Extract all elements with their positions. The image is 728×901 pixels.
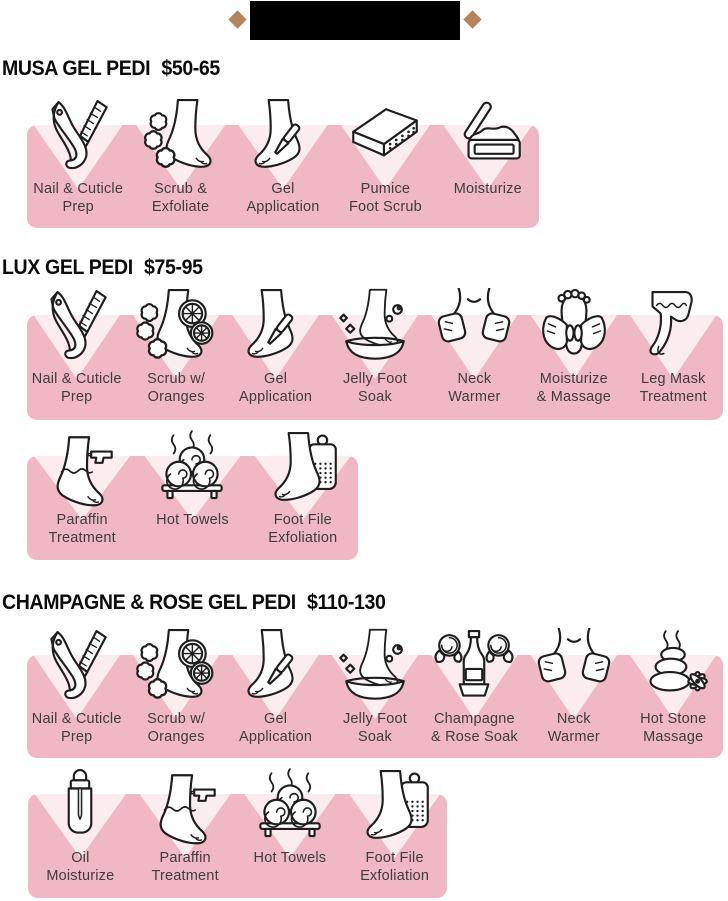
step bbox=[425, 655, 524, 758]
step-label-line: Hot Stone bbox=[640, 711, 707, 727]
step-label-line: Treatment bbox=[48, 529, 116, 546]
champagne-rose-icon bbox=[433, 628, 515, 714]
step-label-line: Nail & Cuticle bbox=[31, 371, 122, 387]
neck-warmer-icon bbox=[433, 288, 515, 374]
foot-scrub-icon bbox=[140, 98, 222, 184]
step-label-line: Hot Towels bbox=[156, 512, 229, 528]
step-label-line: Soak bbox=[358, 388, 392, 405]
step bbox=[624, 655, 723, 758]
section-title bbox=[2, 256, 203, 280]
step-label-line: & Rose Soak bbox=[430, 728, 518, 745]
step-label-line: Application bbox=[238, 388, 313, 405]
leg-mask-icon bbox=[632, 288, 714, 374]
step-label-line: Scrub & bbox=[154, 181, 208, 197]
jelly-foot-soak-icon bbox=[334, 288, 416, 374]
hot-stone-icon bbox=[632, 628, 714, 714]
step-label-line: Paraffin bbox=[56, 512, 108, 528]
step-label-line: Exfoliate bbox=[151, 198, 210, 215]
steps-band bbox=[27, 655, 723, 758]
step-label-line: & Massage bbox=[536, 388, 611, 405]
step-label-line: Champagne bbox=[433, 711, 515, 727]
step-label-line: Moisturize bbox=[539, 371, 608, 387]
step-label bbox=[614, 371, 728, 406]
scrub-oranges-icon bbox=[135, 628, 217, 714]
step bbox=[226, 655, 325, 758]
steps-band bbox=[27, 456, 358, 560]
section-title bbox=[2, 57, 220, 81]
step bbox=[437, 125, 539, 228]
step-label-line: Hot Towels bbox=[253, 850, 327, 866]
step bbox=[137, 456, 247, 560]
step-label-line: Moisturize bbox=[453, 181, 522, 197]
step-label bbox=[426, 181, 549, 199]
step bbox=[342, 794, 447, 898]
step-label-line: Paraffin bbox=[159, 850, 211, 866]
step bbox=[524, 315, 623, 420]
foot-file-icon bbox=[354, 767, 436, 853]
gel-application-icon bbox=[235, 628, 317, 714]
step bbox=[27, 655, 126, 758]
section-title bbox=[2, 591, 385, 615]
step-label-line: Oranges bbox=[147, 388, 205, 405]
foot-file-icon bbox=[262, 429, 344, 515]
step-label-line: Exfoliation bbox=[268, 529, 338, 546]
step-label-line: Jelly Foot bbox=[342, 711, 407, 727]
pumice-icon bbox=[344, 98, 426, 184]
steps-band bbox=[27, 125, 539, 228]
step-label-line: Exfoliation bbox=[360, 867, 430, 884]
jelly-foot-soak-icon bbox=[334, 628, 416, 714]
nail-clipper-icon bbox=[37, 98, 119, 184]
oil-dropper-icon bbox=[39, 767, 121, 853]
step bbox=[334, 125, 436, 228]
step bbox=[126, 315, 225, 420]
step-label-line: Gel bbox=[263, 371, 288, 387]
step bbox=[624, 315, 723, 420]
step-label-line: Foot Scrub bbox=[348, 198, 422, 215]
step-label-line: Foot File bbox=[365, 850, 424, 866]
step-label-line: Moisturize bbox=[46, 867, 115, 884]
step bbox=[27, 315, 126, 420]
foot-massage-icon bbox=[533, 288, 615, 374]
paraffin-icon bbox=[41, 429, 123, 515]
diamond-icon bbox=[228, 10, 246, 28]
step-label-line: Treatment bbox=[151, 867, 219, 884]
section-name: MUSA GEL PEDI bbox=[2, 57, 151, 80]
hot-towels-icon bbox=[249, 767, 331, 853]
steps-band bbox=[28, 794, 447, 898]
step-label bbox=[614, 711, 728, 746]
scrub-oranges-icon bbox=[135, 288, 217, 374]
step-label-line: Prep bbox=[60, 388, 93, 405]
section-name: LUX GEL PEDI bbox=[2, 256, 133, 279]
step-label-line: Soak bbox=[358, 728, 392, 745]
nail-clipper-icon bbox=[36, 628, 118, 714]
step bbox=[126, 655, 225, 758]
step bbox=[238, 794, 343, 898]
step-label-line: Neck bbox=[556, 711, 591, 727]
step-label-line: Nail & Cuticle bbox=[31, 711, 122, 727]
step-label-line: Prep bbox=[60, 728, 93, 745]
step-label bbox=[332, 850, 458, 885]
step bbox=[325, 315, 424, 420]
step-label-line: Scrub w/ bbox=[147, 371, 206, 387]
step bbox=[226, 315, 325, 420]
step bbox=[425, 315, 524, 420]
step bbox=[129, 125, 231, 228]
step-label-line: Scrub w/ bbox=[147, 711, 206, 727]
section-price: $110-130 bbox=[306, 591, 386, 614]
step-label-line: Warmer bbox=[547, 728, 600, 745]
steps-band bbox=[27, 315, 723, 420]
section-price: $50-65 bbox=[161, 57, 220, 80]
step-label-line: Neck bbox=[457, 371, 492, 387]
step-label-line: Leg Mask bbox=[641, 371, 706, 387]
paraffin-icon bbox=[144, 767, 226, 853]
step-label-line: Foot File bbox=[273, 512, 332, 528]
step bbox=[524, 655, 623, 758]
step-label-line: Oranges bbox=[147, 728, 205, 745]
step bbox=[133, 794, 238, 898]
step-label-line: Jelly Foot bbox=[342, 371, 407, 387]
gel-application-icon bbox=[235, 288, 317, 374]
step bbox=[28, 794, 133, 898]
step bbox=[27, 456, 137, 560]
step bbox=[248, 456, 358, 560]
diamond-icon bbox=[463, 10, 481, 28]
gel-application-icon bbox=[242, 98, 324, 184]
step-label-line: Gel bbox=[263, 711, 288, 727]
section-price: $75-95 bbox=[143, 256, 203, 279]
hot-towels-icon bbox=[151, 429, 233, 515]
step-label-line: Prep bbox=[62, 198, 94, 215]
step-label-line: Application bbox=[246, 198, 320, 215]
step bbox=[27, 125, 129, 228]
step-label-line: Nail & Cuticle bbox=[33, 181, 124, 197]
step-label-line: Oil bbox=[71, 850, 90, 866]
nail-clipper-icon bbox=[36, 288, 118, 374]
step-label bbox=[237, 512, 369, 547]
logo-banner bbox=[250, 1, 460, 40]
moisturizer-jar-icon bbox=[447, 98, 529, 184]
step bbox=[325, 655, 424, 758]
step-label-line: Massage bbox=[643, 728, 704, 745]
step-label-line: Application bbox=[238, 728, 313, 745]
step bbox=[232, 125, 334, 228]
step-label-line: Treatment bbox=[639, 388, 707, 405]
step-label-line: Gel bbox=[271, 181, 295, 197]
section-name: CHAMPAGNE & ROSE GEL PEDI bbox=[2, 591, 296, 614]
step-label-line: Warmer bbox=[448, 388, 501, 405]
neck-warmer-icon bbox=[533, 628, 615, 714]
step-label-line: Pumice bbox=[360, 181, 411, 197]
